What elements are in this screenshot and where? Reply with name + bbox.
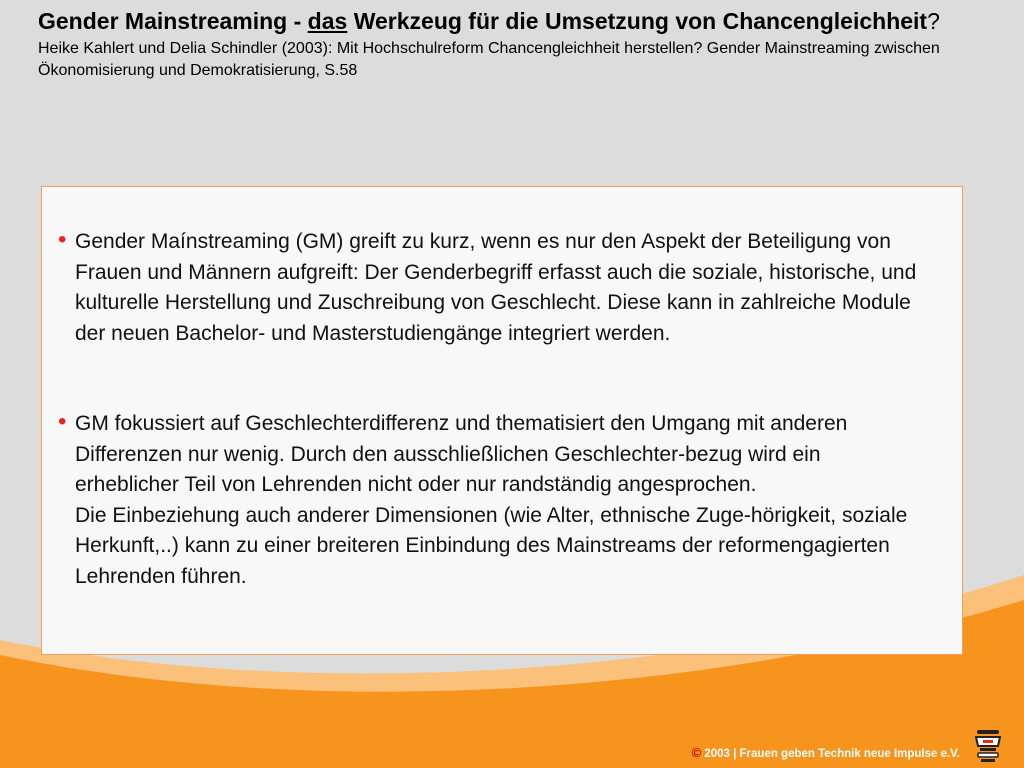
- title-question-mark: ?: [927, 8, 940, 34]
- header: [38, 6, 998, 82]
- bullet-item: [58, 409, 928, 592]
- frauen-technik-logo-icon: [974, 728, 1002, 764]
- bullet-symbol: •: [58, 226, 67, 253]
- bullet-text: GM fokussiert auf Geschlechterdifferenz und thematisiert den Umgang mit anderen Differenzen nur wenig. Durch den ausschließlichen Geschlechter-bezug wird ein erheblicher Teil von Lehrenden nicht oder nur randständig angesprochen.: [75, 412, 848, 496]
- title-underlined-word: das: [307, 8, 348, 34]
- bullet-text: Gender Maínstreaming (GM) greift zu kurz, wenn es nur den Aspekt der Beteiligung von Frauen und Männern aufgreift: Der Genderbegriff erfasst auch die soziale, historische, und kulturelle Herstellung und Zuschreibung von Geschlecht. Diese kann in zahlreiche Module der neuen Bachelor- und Masterstudiengänge integriert werden.: [75, 230, 917, 345]
- bullet-symbol: •: [58, 408, 67, 435]
- bullet-continuation-text: Die Einbeziehung auch anderer Dimensionen (wie Alter, ethnische Zuge-hörigkeit, soziale Herkunft,..) kann zu einer breiteren Einbindung des Mainstreams der reformengagierten Lehrenden führen.: [75, 503, 908, 588]
- copyright-symbol: ©: [691, 745, 702, 760]
- footer-text: 2003 | Frauen geben Technik neue Impulse e.V.: [701, 748, 960, 760]
- content-box: [41, 186, 963, 655]
- page-title: [38, 6, 998, 36]
- title-part2: Werkzeug für die Umsetzung von Chancengleichheit: [347, 8, 928, 34]
- bullet-item: [58, 227, 928, 349]
- title-part1: Gender Mainstreaming -: [38, 8, 308, 34]
- footer-copyright: [692, 745, 960, 760]
- page-subtitle: Heike Kahlert und Delia Schindler (2003): Mit Hochschulreform Chancengleichheit herstellen? Gender Mainstreaming zwischen Ökonomisierung und Demokratisierung, S.58: [38, 40, 940, 79]
